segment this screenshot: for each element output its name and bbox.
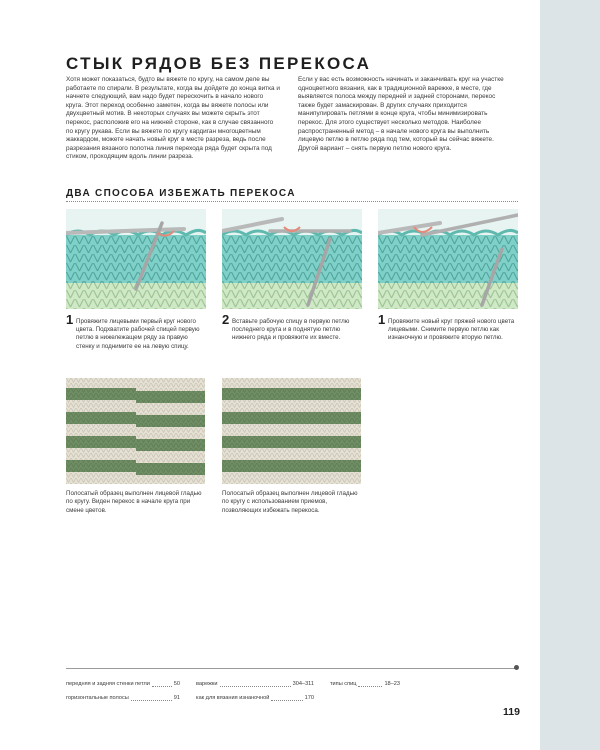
index-label: передняя и задняя стенки петли	[66, 681, 150, 687]
index-page: 18–23	[384, 681, 400, 687]
index-label: варежки	[196, 681, 218, 687]
index-column-2	[196, 677, 314, 705]
index-page: 50	[173, 681, 180, 687]
index-page: 304–311	[292, 681, 314, 687]
intro-paragraph-left: Хотя может показаться, будто вы вяжете по кругу, на самом деле вы работаете по спирали. В результате, когда вы дойдете до конца витка и начнете следующий, вам надо будет перескочить в начало нового круга. Этот переход особенно заметен, когда вы вяжете полосы или двухцветный мотив. В некоторых случаях вы можете скрыть этот перекос, расположив его на нижней стороне, как в случае связанного по кругу рукава. Если вы вяжете по кругу кардиган многоцветным жаккардом, можете начать новый круг в месте разреза, ведь после разрезания вязаного полотна линия перехода ряда будет скрыта под стиком, проходящим вдоль линии разреза.	[66, 76, 280, 161]
index-page: 91	[173, 695, 180, 701]
step-3	[378, 312, 518, 343]
step-number: 2	[222, 312, 230, 327]
step-text: Провяжите новый круг пряжей нового цвета лицевыми. Снимите первую петлю как изнаночную и провяжите вторую петлю.	[388, 318, 515, 342]
step-illustration-2	[222, 209, 362, 309]
step-illustration-3	[378, 209, 518, 309]
index-entry	[330, 677, 400, 691]
index-label: типы спиц	[330, 681, 357, 687]
index-entry	[66, 691, 180, 705]
page-title: СТЫК РЯДОВ БЕЗ ПЕРЕКОСА	[66, 54, 372, 73]
index-label: как для вязания изнаночной	[196, 695, 270, 701]
step-number: 1	[378, 312, 386, 327]
intro-column-right	[298, 76, 514, 153]
step-text: Вставьте рабочую спицу в первую петлю последнего круга и в поднятую петлю нижнего ряда и провяжите их вместе.	[232, 318, 350, 342]
index-column-3	[330, 677, 400, 691]
section-subtitle: ДВА СПОСОБА ИЗБЕЖАТЬ ПЕРЕКОСА	[66, 188, 296, 199]
intro-paragraph-right: Если у вас есть возможность начинать и заканчивать круг на участке одноцветного вязания, как в традиционной варежке, в месте, где выявляется полоса между передней и задней сторонами, перекос также будет замаскирован. В других случаях приходится манипулировать петлями в конце круга, чтобы минимизировать перекос. Для этого существует несколько методов. Наиболее распространенный метод – в начале нового круга вы выполнить лицевую петлю в петлю ряда под тем, который вы сейчас вяжете. Другой вариант – снять первую петлю нового круга.	[298, 76, 504, 152]
index-page: 170	[304, 695, 314, 701]
index-column-1	[66, 677, 180, 705]
swatch-photo-no-jog	[222, 378, 361, 484]
step-1	[66, 312, 206, 351]
swatch-caption-2: Полосатый образец выполнен лицевой гладью по кругу с использованием приемов, позволяющих избежать перекоса.	[222, 490, 358, 514]
page-edge-band	[540, 0, 600, 750]
step-2	[222, 312, 362, 343]
page-number: 119	[503, 706, 520, 718]
swatch-photo-jog	[66, 378, 205, 484]
swatch-caption-1: Полосатый образец выполнен лицевой гладью по кругу. Виден перекос в начале круга при смене цветов.	[66, 490, 202, 514]
index-entry	[196, 691, 314, 705]
index-entry	[196, 677, 314, 691]
step-number: 1	[66, 312, 74, 327]
footer-divider-end-dot	[514, 665, 519, 670]
index-entry	[66, 677, 180, 691]
section-divider	[66, 201, 518, 202]
step-text: Провяжите лицевыми первый круг нового цвета. Подхватите рабочей спицей первую петлю в нижележащем ряду за правую стенку и поднимите ее на левую спицу.	[76, 318, 200, 350]
intro-column-left	[66, 76, 280, 162]
index-label: горизонтальные полосы	[66, 695, 129, 701]
step-illustration-1	[66, 209, 206, 309]
footer-divider	[66, 668, 517, 669]
